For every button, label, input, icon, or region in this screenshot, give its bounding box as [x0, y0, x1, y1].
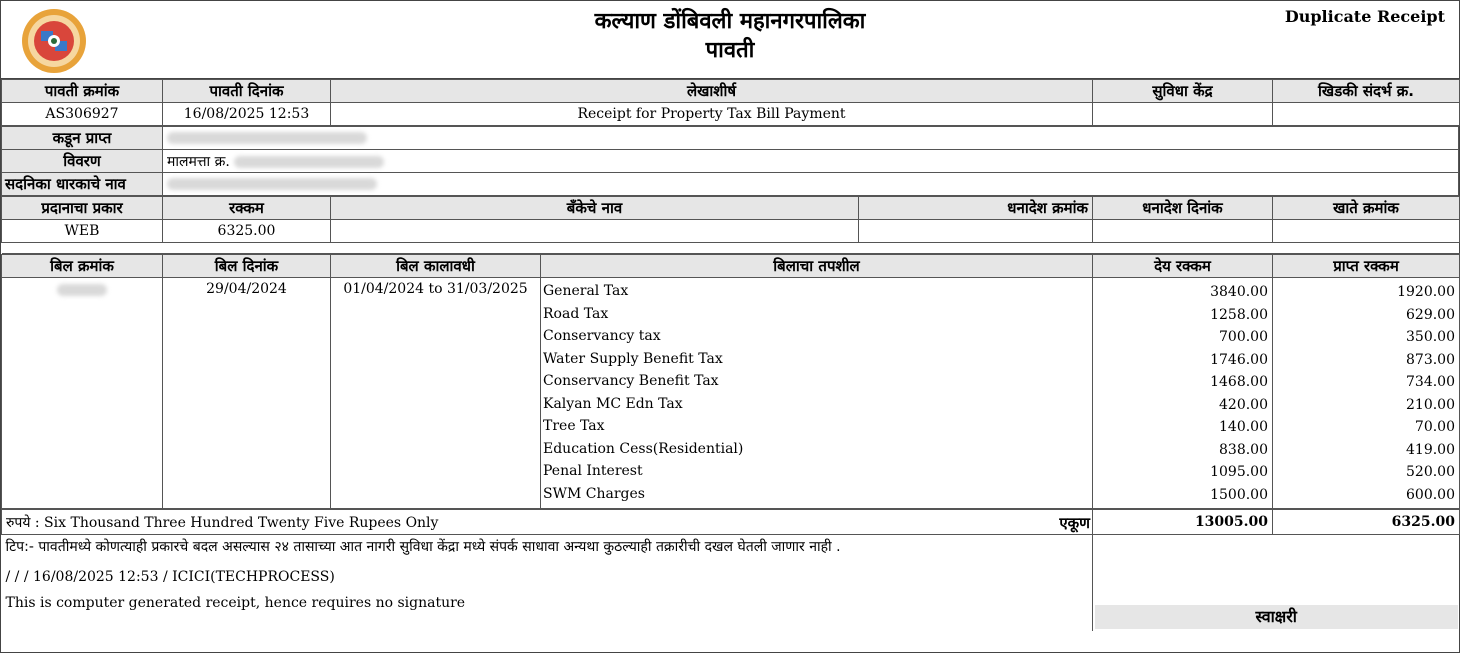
receipt-number: AS306927 [2, 103, 163, 126]
bill-number-label: बिल क्रमांक [2, 255, 163, 278]
doc-title: पावती [705, 38, 755, 63]
bill-item-due-amount: 700.00 [1219, 329, 1268, 345]
cheque-number-label: धनादेश क्रमांक [859, 197, 1093, 220]
account-head: Receipt for Property Tax Bill Payment [331, 103, 1093, 126]
bill-details-label: बिलाचा तपशील [541, 255, 1093, 278]
bank-name [331, 220, 859, 243]
received-from-value [163, 127, 1459, 150]
bill-item-due [1093, 278, 1273, 509]
spacer-row [2, 243, 1460, 254]
amount-in-words: रुपये : Six Thousand Three Hundred Twenty Five Rupees Only [6, 514, 439, 531]
bill-item-name: General Tax [543, 283, 629, 299]
property-number-prefix: मालमत्ता क्र. [167, 153, 230, 170]
bill-item-name: Water Supply Benefit Tax [543, 350, 723, 367]
total-paid: 6325.00 [1273, 510, 1460, 535]
org-name: कल्याण डोंबिवली महानगरपालिका [594, 9, 866, 34]
receipt-header [1, 1, 1459, 79]
amount-label: रक्कम [163, 197, 331, 220]
bill-item-paid-amount: 350.00 [1406, 329, 1455, 345]
footer-notes [2, 535, 1093, 632]
bill-date-label: बिल दिनांक [163, 255, 331, 278]
details-value [163, 150, 1459, 173]
bill-item-due-amount: 3840.00 [1210, 284, 1268, 300]
bill-period: 01/04/2024 to 31/03/2025 [331, 278, 541, 509]
duplicate-receipt-label: Duplicate Receipt [1284, 7, 1445, 26]
receipt-date-label: पावती दिनांक [163, 80, 331, 103]
due-amount-label: देय रक्कम [1093, 255, 1273, 278]
bill-item-name: Kalyan MC Edn Tax [543, 395, 683, 412]
party-table [1, 126, 1459, 196]
bill-item-due-amount: 1746.00 [1210, 351, 1268, 368]
bill-item-name: Conservancy tax [543, 328, 661, 344]
receipt-number-label: पावती क्रमांक [2, 80, 163, 103]
redacted-bill-number [57, 284, 107, 296]
facility-center [1093, 103, 1273, 126]
payment-amount: 6325.00 [163, 220, 331, 243]
redacted-name [167, 132, 367, 144]
signature-label: स्वाक्षरी [1095, 605, 1458, 629]
signature-cell [1093, 535, 1460, 632]
bill-date: 29/04/2024 [163, 278, 331, 509]
header-title [1, 7, 1459, 65]
payment-table [1, 196, 1460, 254]
transaction-info: / / / 16/08/2025 12:53 / ICICI(TECHPROCESS) [5, 569, 335, 585]
bill-item-paid-amount: 600.00 [1406, 486, 1455, 503]
receipt-date: 16/08/2025 12:53 [163, 103, 331, 126]
bill-item-due-amount: 420.00 [1219, 396, 1268, 413]
bill-item-due-amount: 1258.00 [1210, 306, 1268, 323]
redacted-property-number [234, 156, 384, 168]
bill-item-paid-amount: 419.00 [1406, 441, 1455, 458]
payment-type-label: प्रदानाचा प्रकार [2, 197, 163, 220]
bill-item-name: Conservancy Benefit Tax [543, 373, 719, 389]
bill-item-names [541, 278, 1093, 509]
bill-item-paid-amount: 70.00 [1414, 419, 1455, 435]
bill-number [2, 278, 163, 509]
total-due: 13005.00 [1093, 510, 1273, 535]
holder-name-label: सदनिका धारकाचे नाव [2, 173, 163, 196]
facility-center-label: सुविधा केंद्र [1093, 80, 1273, 103]
cheque-date-label: धनादेश दिनांक [1093, 197, 1273, 220]
note-text: टिप:- पावतीमध्ये कोणत्याही प्रकारचे बदल असल्यास २४ तासाच्या आत नागरी सुविधा केंद्रा मध्ये संपर्क साधावा अन्यथा कुठल्याही तक्रारीची दखल घेतली जाणार नाही . [5, 539, 841, 555]
bill-item-name: Education Cess(Residential) [543, 440, 744, 457]
bill-item-name: Penal Interest [543, 463, 643, 479]
bill-item-paid-amount: 734.00 [1406, 374, 1455, 390]
bill-item-name: Road Tax [543, 305, 609, 322]
window-ref [1273, 103, 1460, 126]
holder-name-value [163, 173, 1459, 196]
footer-table [1, 509, 1460, 631]
bill-item-paid-amount: 629.00 [1406, 306, 1455, 323]
payment-type: WEB [2, 220, 163, 243]
received-amount-label: प्राप्त रक्कम [1273, 255, 1460, 278]
bill-item-due-amount: 140.00 [1219, 419, 1268, 435]
bill-item-due-amount: 1095.00 [1210, 464, 1268, 480]
bill-table [1, 254, 1460, 509]
account-number [1273, 220, 1460, 243]
bill-item-paid-amount: 1920.00 [1397, 284, 1455, 300]
account-number-label: खाते क्रमांक [1273, 197, 1460, 220]
bill-item-name: SWM Charges [543, 485, 645, 502]
bill-item-due-amount: 838.00 [1219, 441, 1268, 458]
bill-item-name: Tree Tax [543, 418, 605, 434]
bill-item-due-amount: 1468.00 [1210, 374, 1268, 390]
window-ref-label: खिडकी संदर्भ क्र. [1273, 80, 1460, 103]
bill-item-paid-amount: 873.00 [1406, 351, 1455, 368]
received-from-label: कडून प्राप्त [2, 127, 163, 150]
account-head-label: लेखाशीर्ष [331, 80, 1093, 103]
computer-generated-note: This is computer generated receipt, hence requires no signature [5, 595, 466, 611]
receipt-head-table [1, 79, 1460, 126]
details-label: विवरण [2, 150, 163, 173]
bill-period-label: बिल कालावधी [331, 255, 541, 278]
amount-words-cell [2, 510, 1093, 535]
bank-name-label: बँकेचे नाव [331, 197, 859, 220]
bill-item-paid-amount: 210.00 [1406, 396, 1455, 413]
bill-item-due-amount: 1500.00 [1210, 486, 1268, 503]
bill-item-paid [1273, 278, 1460, 509]
bill-item-paid-amount: 520.00 [1406, 464, 1455, 480]
cheque-number [859, 220, 1093, 243]
redacted-holder-name [167, 178, 377, 190]
cheque-date [1093, 220, 1273, 243]
total-label: एकूण [1059, 514, 1090, 532]
